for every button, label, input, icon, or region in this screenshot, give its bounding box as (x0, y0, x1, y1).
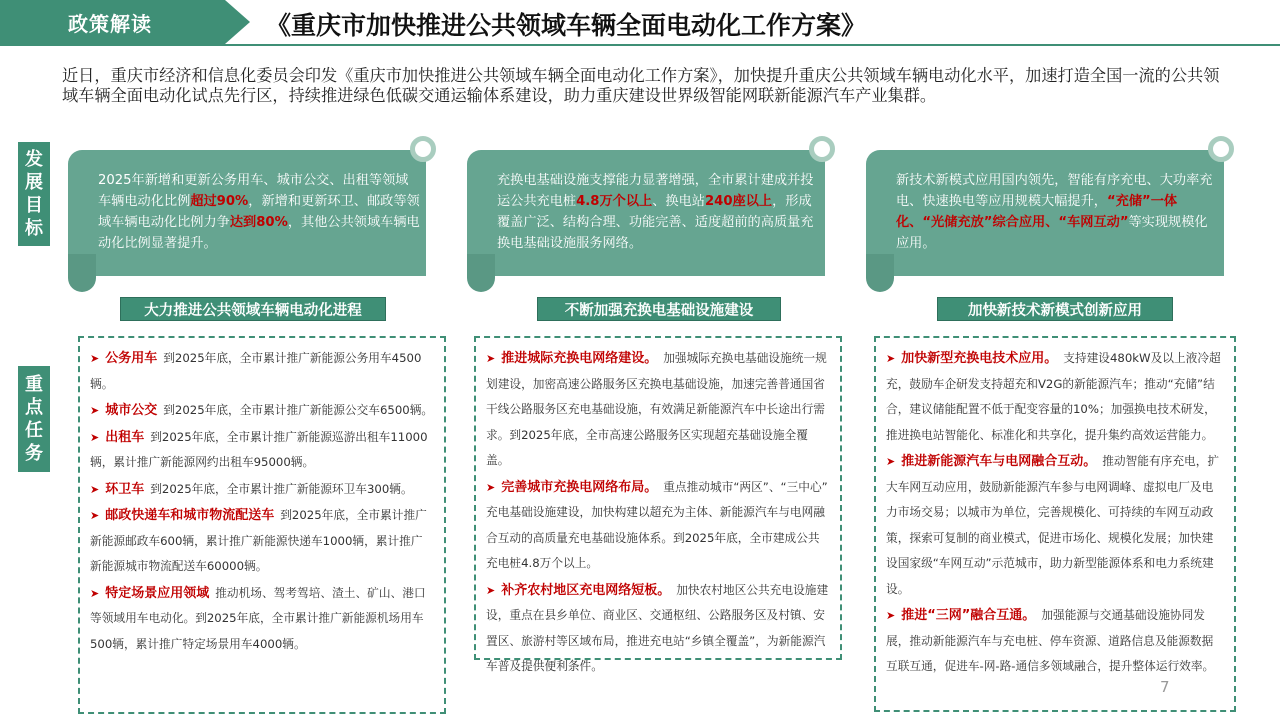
page-number: 7 (1160, 678, 1170, 696)
arrow-right-icon: ➤ (486, 352, 496, 365)
goals-label-char: 目 (25, 195, 43, 216)
goal-text-3: 新技术新模式应用国内领先，智能有序充电、大功率充电、快速换电等应用规模大幅提升，“充储”一体化、“光储充放”综合应用、“车网互动”等实现规模化应用。 (896, 173, 1213, 251)
goals-label-char: 标 (25, 218, 43, 239)
section-title-1: 大力推进公共领域车辆电动化进程 (120, 297, 386, 321)
task-item: ➤ 加快新型充换电技术应用。 支持建设480kW及以上液冷超充，鼓励车企研发支持超充和V2G的新能源汽车；推动“充储”结合，建议储能配置不低于配变容量的10%；加强换电技术研发，推进换电站智能化、标准化和共享化，提升集约高效运营能力。 (886, 351, 1221, 442)
tasks-label-char: 重 (25, 374, 43, 395)
task-item: ➤ 出租车 到2025年底，全市累计推广新能源巡游出租车11000辆，累计推广新能源网约出租车95000辆。 (90, 429, 428, 469)
page-title: 《重庆市加快推进公共领域车辆全面电动化工作方案》 (266, 11, 867, 40)
task-item: ➤ 推进城际充换电网络建设。 加强城际充换电基础设施统一规划建设，加密高速公路服务区充换电基础设施，加速完善普通国省干线公路服务区充电基础设施，有效满足新能源汽车中长途出行需求。到2025年底，全市高速公路服务区实现超充基础设施全覆盖。 (486, 351, 827, 467)
task-item: ➤ 推进新能源汽车与电网融合互动。 推动智能有序充电，扩大车网互动应用，鼓励新能源汽车参与电网调峰、虚拟电厂及电力市场交易；以城市为单位，完善规模化、可持续的车网互动政策，探索可复制的商业模式，促进市场化、规模化发展；加快建设国家级“车网互动”示范城市，助力新型能源体系和电力系统建设。 (886, 454, 1220, 596)
task-item: ➤ 完善城市充换电网络布局。 重点推动城市“两区”、“三中心” 充电基础设施建设，加快构建以超充为主体、新能源汽车与电网融合互动的高质量充电基础设施体系。到2025年底，全市建成公共充电桩4.8万个以上。 (486, 479, 828, 570)
arrow-right-icon: ➤ (886, 609, 896, 622)
arrow-right-icon: ➤ (886, 455, 896, 468)
arrow-right-icon: ➤ (90, 482, 100, 496)
goal-text-1: 2025年新增和更新公务用车、城市公交、出租等领域车辆电动化比例超过90%，新增和更新环卫、邮政等领域车辆电动化比例力争达到80%，其他公共领域车辆电动化比例显著提升。 (98, 173, 420, 251)
goals-label-char: 发 (25, 149, 43, 170)
goal-scroll-1 (68, 150, 436, 292)
scroll-curl-icon (809, 136, 835, 162)
tasks-label-char: 任 (25, 420, 43, 441)
arrow-right-icon: ➤ (90, 404, 100, 417)
tasks-label-char: 点 (25, 397, 43, 418)
goals-label-char: 展 (25, 172, 43, 193)
task-item: ➤ 特定场景应用领域 推动机场、驾考驾培、渣土、矿山、港口等领域用车电动化。到2025年底，全市累计推广新能源机场用车500辆，累计推广特定场景用车4000辆。 (90, 585, 426, 651)
tasks-label (18, 366, 50, 472)
goals-label (18, 142, 50, 246)
arrow-right-icon: ➤ (486, 480, 496, 494)
title-divider (0, 44, 1280, 46)
goal-scroll-3 (866, 150, 1234, 292)
scroll-curl-icon (410, 136, 436, 162)
arrow-right-icon: ➤ (486, 583, 496, 597)
arrow-right-icon: ➤ (90, 430, 100, 444)
task-item: ➤ 城市公交 到2025年底，全市累计推广新能源公交车6500辆。 (90, 403, 434, 418)
task-item: ➤ 邮政快递车和城市物流配送车 到2025年底，全市累计推广新能源邮政车600辆，累计推广新能源快递车1000辆，累计推广新能源城市物流配送车60000辆。 (90, 508, 427, 573)
tasks-box-1 (78, 336, 446, 714)
task-item: ➤ 环卫车 到2025年底，全市累计推广新能源环卫车300辆。 (90, 481, 413, 497)
arrow-right-icon: ➤ (90, 352, 100, 365)
tasks-label-char: 务 (25, 443, 43, 464)
intro-paragraph: 近日，重庆市经济和信息化委员会印发《重庆市加快推进公共领域车辆全面电动化工作方案》，加快提升重庆公共领域车辆电动化水平，加速打造全国一流的公共领域车辆全面电动化试点先行区，持续推进绿色低碳交通运输体系建设，助力重庆建设世界级智能网联新能源汽车产业集群。 (62, 66, 1220, 105)
tasks-box-3 (874, 336, 1236, 712)
tasks-box-2 (474, 336, 842, 673)
goal-scroll-2 (467, 150, 835, 292)
section-title-3: 加快新技术新模式创新应用 (937, 297, 1173, 321)
task-item: ➤ 公务用车 到2025年底，全市累计推广新能源公务用车4500辆。 (90, 351, 422, 391)
arrow-right-icon: ➤ (886, 352, 896, 365)
arrow-right-icon: ➤ (90, 509, 100, 522)
section-title-2: 不断加强充换电基础设施建设 (537, 297, 781, 321)
task-item: ➤ 补齐农村地区充电网络短板。 加快农村地区公共充电设施建设，重点在县乡单位、商业区、交通枢纽、公路服务区及村镇、安置区、旅游村等区域布局，推进充电站“乡镇全覆盖”，为新能源汽车普及提供便利条件。 (486, 582, 829, 673)
section-tag: 政策解读 (68, 12, 152, 36)
goal-text-2: 充换电基础设施支撑能力显著增强，全市累计建成并投运公共充电桩4.8万个以上、换电站240座以上，形成覆盖广泛、结构合理、功能完善、适度超前的高质量充换电基础设施服务网络。 (497, 173, 814, 251)
arrow-right-icon: ➤ (90, 586, 100, 600)
task-item: ➤ 推进“三网”融合互通。 加强能源与交通基础设施协同发展，推动新能源汽车与充电桩、停车资源、道路信息及能源数据互联互通，促进车-网-路-通信多领域融合，提升整体运行效率。 (886, 608, 1215, 673)
scroll-curl-icon (1208, 136, 1234, 162)
